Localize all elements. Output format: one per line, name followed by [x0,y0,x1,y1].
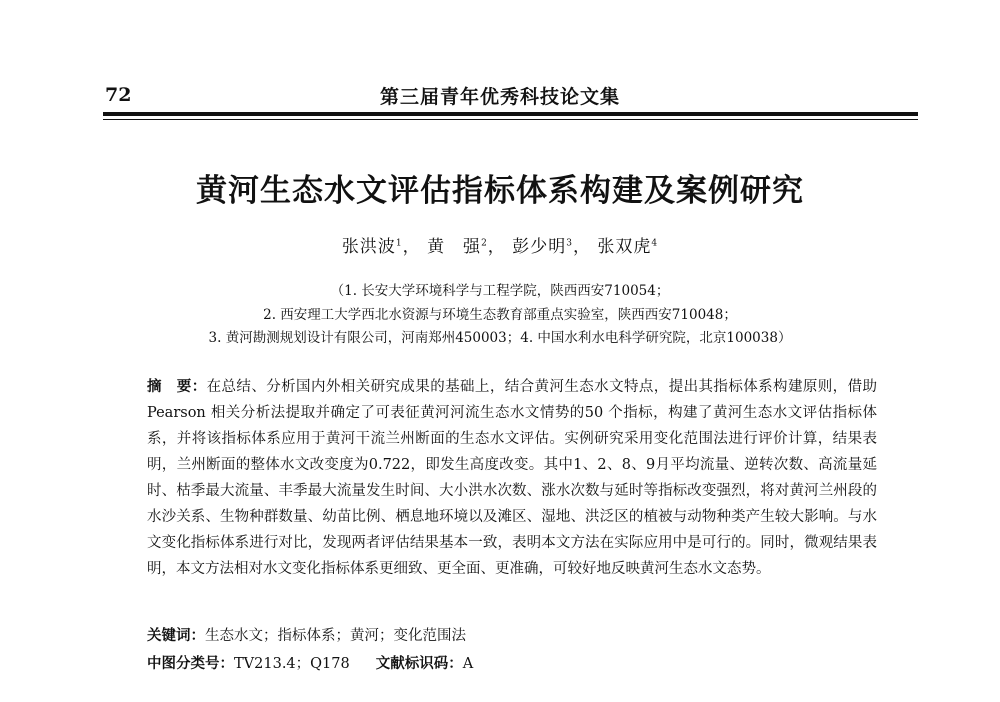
author-name: 张洪波 [341,237,396,257]
affiliation-line: （1. 长安大学环境科学与工程学院，陕西西安710054； [330,283,670,299]
author-superscript: 3 [566,238,573,249]
keywords-label: 关键词： [147,627,205,644]
abstract [147,374,877,582]
author-name: 张双虎 [597,237,652,257]
abstract-text: 在总结、分析国内外相关研究成果的基础上，结合黄河生态水文特点，提出其指标体系构建原则，借助Pearson 相关分析法提取并确定了可表征黄河河流生态水文情势的50 个指标，构建了黄河生态水文评估指标体系，并将该指标体系应用于黄河干流兰州断面的生态水文评估。实例研究采用变化范围法进行评价计算，结果表明，兰州断面的整体水文改变度为0.722，即发生高度改变。其中1、2、8、9月平均流量、逆转次数、高流量延时、枯季最大流量、丰季最大流量发生时间、大小洪水次数、涨水次数与延时等指标改变强烈，将对黄河兰州段的水沙关系、生物种群数量、幼苗比例、栖息地环境以及滩区、湿地、洪泛区的植被与动物种类产生较大影响。与水文变化指标体系进行对比，发现两者评估结果基本一致，表明本文方法在实际应用中是可行的。同时，微观结果表明，本文方法相对水文变化指标体系更细致、更全面、更准确，可较好地反映黄河生态水文态势。 [147,379,877,577]
author-list [0,232,1000,257]
keywords-text: 生态水文；指标体系；黄河；变化范围法 [205,628,466,644]
author-separator: ， [572,237,591,257]
clc-value: TV213.4；Q178 [234,656,350,672]
keywords-line [147,624,466,645]
doc-code-label: 文献标识码： [375,655,463,672]
doc-code-value: A [462,656,474,672]
clc-label: 中图分类号： [147,655,234,672]
classification-line [147,652,473,673]
author-name: 彭少明 [512,237,567,257]
header-rule-thin [103,119,918,120]
affiliation-line: 2. 西安理工大学西北水资源与环境生态教育部重点实验室，陕西西安710048； [263,307,737,323]
author-separator: ， [402,237,421,257]
author-superscript: 2 [481,238,488,249]
abstract-label: 摘 要： [147,378,207,395]
paper-title: 黄河生态水文评估指标体系构建及案例研究 [196,173,804,209]
header-rule-thick [103,112,918,116]
author-superscript: 4 [651,238,659,249]
affiliation-line: 3. 黄河勘测规划设计有限公司，河南郑州450003；4. 中国水利水电科学研究院，北京100038） [208,330,792,346]
running-header: 第三届青年优秀科技论文集 [379,86,620,108]
author-superscript: 1 [395,238,403,249]
author-name: 黄 强 [427,237,482,257]
page-number: 72 [105,84,132,106]
author-separator: ， [487,237,506,257]
